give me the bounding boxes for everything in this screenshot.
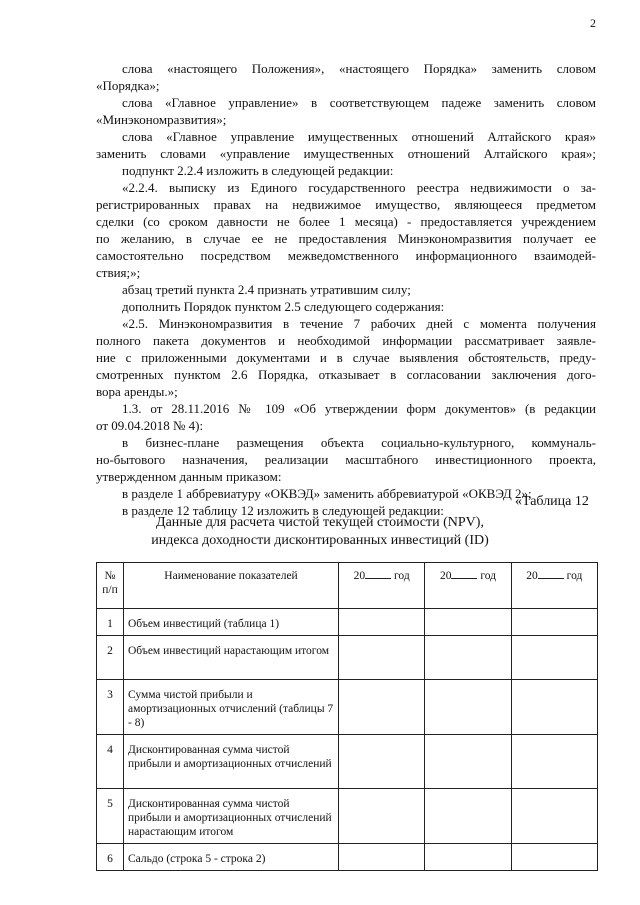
text-line: регистрированных правах на недвижимое имущество, являющееся предметом bbox=[96, 197, 596, 212]
text-line: «2.5. Минэкономразвития в течение 7 рабочих дней с момента получения bbox=[122, 316, 596, 331]
value-cell bbox=[339, 636, 425, 680]
text-line: 1.3. от 28.11.2016 № 109 «Об утверждении форм документов» (в редакции bbox=[122, 401, 596, 416]
text-line: самостоятельно посредством межведомственного информационного взаимодей- bbox=[96, 248, 596, 263]
text-line: ние с приложенными документами и в случае выявления обстоятельств, преду- bbox=[96, 350, 596, 365]
text-line: слова «настоящего Положения», «настоящего Порядка» заменить словом bbox=[122, 61, 596, 76]
row-num: 6 bbox=[97, 844, 124, 871]
text-line: дополнить Порядок пунктом 2.5 следующего содержания: bbox=[122, 299, 445, 314]
value-cell bbox=[339, 844, 425, 871]
text-line: в разделе 12 таблицу 12 изложить в следующей редакции: bbox=[122, 503, 444, 518]
row-num: 4 bbox=[97, 735, 124, 789]
value-cell bbox=[511, 789, 597, 844]
value-cell bbox=[339, 789, 425, 844]
row-name: Сумма чистой прибыли и амортизационных отчислений (таблицы 7 - 8) bbox=[124, 680, 339, 735]
table-title-line-2: индекса доходности дисконтированных инвестиций (ID) bbox=[151, 533, 489, 548]
text-line: подпункт 2.2.4 изложить в следующей редакции: bbox=[122, 163, 394, 178]
text-line: абзац третий пункта 2.4 признать утратившим силу; bbox=[122, 282, 411, 297]
value-cell bbox=[425, 636, 511, 680]
row-name: Объем инвестиций нарастающим итогом bbox=[124, 636, 339, 680]
text-line: но-бытового назначения, реализации масштабного инвестиционного проекта, bbox=[96, 452, 596, 467]
text-line: «Минэкономразвития»; bbox=[96, 112, 227, 127]
table-row bbox=[97, 609, 598, 636]
text-line: в разделе 1 аббревиатуру «ОКВЭД» заменить аббревиатурой «ОКВЭД 2»; bbox=[122, 486, 532, 501]
text-line: в бизнес-плане размещения объекта социально-культурного, коммуналь- bbox=[122, 435, 596, 450]
header-year-1: 20 год bbox=[339, 563, 425, 609]
text-line: утвержденном данным приказом: bbox=[96, 469, 282, 484]
value-cell bbox=[339, 609, 425, 636]
row-name: Объем инвестиций (таблица 1) bbox=[124, 609, 339, 636]
value-cell bbox=[511, 844, 597, 871]
table-row bbox=[97, 735, 598, 789]
page-number: 2 bbox=[590, 16, 596, 30]
value-cell bbox=[511, 680, 597, 735]
value-cell bbox=[425, 844, 511, 871]
text-line: «2.2.4. выписку из Единого государственного реестра недвижимости о за- bbox=[122, 180, 596, 195]
text-line: от 09.04.2018 № 4): bbox=[96, 418, 204, 433]
row-name: Сальдо (строка 5 - строка 2) bbox=[124, 844, 339, 871]
row-num: 5 bbox=[97, 789, 124, 844]
text-line: по желанию, в случае ее не предоставления Минэкономразвития получает ее bbox=[96, 231, 596, 246]
table-row bbox=[97, 844, 598, 871]
value-cell bbox=[339, 680, 425, 735]
text-line: заменить словами «управление имущественных отношений Алтайского края»; bbox=[96, 146, 596, 161]
text-line: вора аренды.»; bbox=[96, 384, 178, 399]
text-line: сделки (со сроком давности не более 1 месяца) - предоставляется учреждением bbox=[96, 214, 596, 229]
row-name: Дисконтированная сумма чистой прибыли и амортизационных отчислений bbox=[124, 735, 339, 789]
header-name: Наименование показателей bbox=[124, 563, 339, 609]
value-cell bbox=[425, 789, 511, 844]
text-line: смотренных пунктом 2.6 Порядка, отказывает в согласовании заключения дого- bbox=[96, 367, 596, 382]
value-cell bbox=[425, 735, 511, 789]
value-cell bbox=[511, 609, 597, 636]
value-cell bbox=[425, 680, 511, 735]
table-title-line-1: Данные для расчета чистой текущей стоимости (NPV), bbox=[156, 515, 484, 530]
text-line: слова «Главное управление» в соответствующем падеже заменить словом bbox=[122, 95, 596, 110]
header-num: № п/п bbox=[97, 563, 124, 609]
header-year-3: 20 год bbox=[511, 563, 597, 609]
text-line: ствия;»; bbox=[96, 265, 141, 280]
row-name: Дисконтированная сумма чистой прибыли и амортизационных отчислений нарастающим итогом bbox=[124, 789, 339, 844]
text-line: полного пакета документов и необходимой информации рассматривает заявле- bbox=[96, 333, 596, 348]
row-num: 2 bbox=[97, 636, 124, 680]
table-row bbox=[97, 680, 598, 735]
value-cell bbox=[425, 609, 511, 636]
table-row bbox=[97, 636, 598, 680]
row-num: 1 bbox=[97, 609, 124, 636]
text-line: слова «Главное управление имущественных отношений Алтайского края» bbox=[122, 129, 596, 144]
text-line: «Порядка»; bbox=[96, 78, 160, 93]
value-cell bbox=[511, 636, 597, 680]
header-year-2: 20 год bbox=[425, 563, 511, 609]
row-num: 3 bbox=[97, 680, 124, 735]
table-reference: «Таблица 12 bbox=[515, 494, 589, 509]
value-cell bbox=[339, 735, 425, 789]
table-row bbox=[97, 789, 598, 844]
value-cell bbox=[511, 735, 597, 789]
npv-table bbox=[96, 562, 598, 871]
